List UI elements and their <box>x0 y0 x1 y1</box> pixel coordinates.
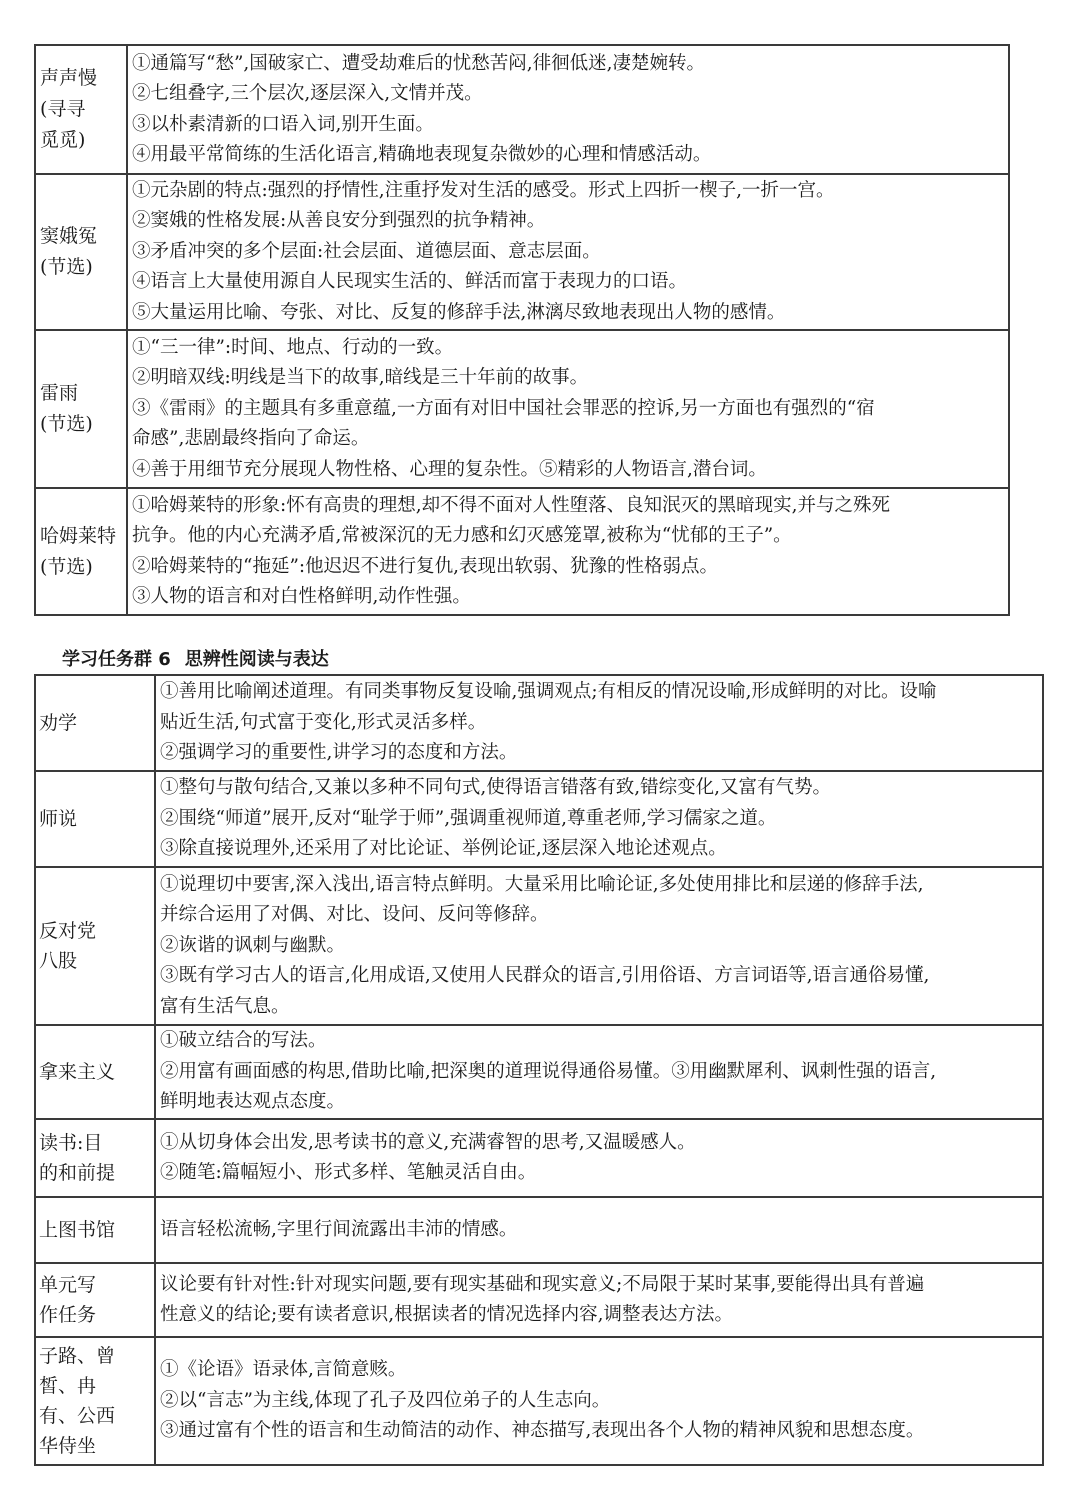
content-line: 鲜明地表达观点态度。 <box>160 1091 346 1113</box>
content-line: ②随笔:篇幅短小、形式多样、笔触灵活自由。 <box>160 1162 537 1183</box>
content-line: ①哈姆莱特的形象:怀有高贵的理想,却不得不面对人性堕落、良知泯灭的黑暗现实,并与之殊死 <box>132 494 890 516</box>
row-content <box>127 174 1009 330</box>
row-title: 窦娥冤 (节选) <box>35 174 127 330</box>
table-row <box>35 1337 1043 1465</box>
content-line: ②用富有画面感的构思,借助比喻,把深奥的道理说得通俗易懂。③用幽默犀利、讽刺性强的语言, <box>160 1060 937 1082</box>
content-line: ①整句与散句结合,又兼以多种不同句式,使得语言错落有致,错综变化,又富有气势。 <box>160 777 832 799</box>
row-content <box>155 771 1043 867</box>
content-line: 性意义的结论;要有读者意识,根据读者的情况选择内容,调整表达方法。 <box>160 1304 733 1325</box>
table-row <box>35 488 1009 615</box>
content-line: ②围绕“师道”展开,反对“耻学于师”,强调重视师道,尊重老师,学习儒家之道。 <box>160 807 777 829</box>
table-row <box>35 45 1009 174</box>
row-content <box>155 1263 1043 1337</box>
row-title: 拿来主义 <box>35 1025 155 1119</box>
table-row <box>35 1025 1043 1119</box>
row-content <box>155 1197 1043 1263</box>
table-row <box>35 1197 1043 1263</box>
content-line: ①善用比喻阐述道理。有同类事物反复设喻,强调观点;有相反的情况设喻,形成鲜明的对比。设喻 <box>160 681 937 703</box>
row-content <box>155 1337 1043 1465</box>
row-content <box>155 867 1043 1025</box>
table-row <box>35 1119 1043 1197</box>
content-line: 贴近生活,句式富于变化,形式灵活多样。 <box>160 711 487 733</box>
content-line: ③既有学习古人的语言,化用成语,又使用人民群众的语言,引用俗语、方言词语等,语言通俗易懂, <box>160 965 930 987</box>
content-line: ②七组叠字,三个层次,逐层深入,文情并茂。 <box>132 83 483 104</box>
content-line: ①说理切中要害,深入浅出,语言特点鲜明。大量采用比喻论证,多处使用排比和层递的修辞手法, <box>160 873 924 895</box>
table-row <box>35 867 1043 1025</box>
content-line: 议论要有针对性:针对现实问题,要有现实基础和现实意义;不局限于某时某事,要能得出具有普遍 <box>160 1273 925 1295</box>
content-line: ③除直接说理外,还采用了对比论证、举例论证,逐层深入地论述观点。 <box>160 838 727 860</box>
row-title: 声声慢 (寻寻 觅觅) <box>35 45 127 174</box>
row-title: 上图书馆 <box>35 1197 155 1263</box>
row-title: 单元写 作任务 <box>35 1263 155 1337</box>
content-line: ④用最平常简练的生活化语言,精确地表现复杂微妙的心理和情感活动。 <box>132 144 712 165</box>
content-line: ①《论语》语录体,言简意赅。 <box>160 1359 407 1381</box>
table-row <box>35 771 1043 867</box>
row-content <box>127 330 1009 488</box>
content-line: ③《雷雨》的主题具有多重意蕴,一方面有对旧中国社会罪恶的控诉,另一方面也有强烈的“宿 <box>132 397 875 419</box>
row-title: 雷雨 (节选) <box>35 330 127 488</box>
content-line: ②诙谐的讽刺与幽默。 <box>160 934 346 956</box>
content-line: 富有生活气息。 <box>160 995 290 1017</box>
content-line: ①元杂剧的特点:强烈的抒情性,注重抒发对生活的感受。形式上四折一楔子,一折一宫。 <box>132 179 835 201</box>
content-line: ③通过富有个性的语言和生动简洁的动作、神态描写,表现出各个人物的精神风貌和思想态度。 <box>160 1420 925 1442</box>
content-line: 命感”,悲剧最终指向了命运。 <box>132 428 370 450</box>
content-line: ②以“言志”为主线,体现了孔子及四位弟子的人生志向。 <box>160 1389 611 1411</box>
content-line: ①破立结合的写法。 <box>160 1030 327 1052</box>
row-title: 哈姆莱特 (节选) <box>35 488 127 615</box>
content-line: ②强调学习的重要性,讲学习的态度和方法。 <box>160 742 518 764</box>
content-line: ①通篇写“愁”,国破家亡、遭受劫难后的忧愁苦闷,徘徊低迷,凄楚婉转。 <box>132 52 706 74</box>
content-line: ①“三一律”:时间、地点、行动的一致。 <box>132 336 454 358</box>
row-title: 读书:目 的和前提 <box>35 1119 155 1197</box>
content-line: ③以朴素清新的口语入词,别开生面。 <box>132 113 434 135</box>
content-line: ①从切身体会出发,思考读书的意义,充满睿智的思考,又温暖感人。 <box>160 1131 696 1153</box>
top-table <box>34 44 1010 616</box>
content-line: ④善于用细节充分展现人物性格、心理的复杂性。⑤精彩的人物语言,潜台词。 <box>132 458 767 480</box>
bottom-table <box>34 674 1044 1466</box>
content-line: 抗争。他的内心充满矛盾,常被深沉的无力感和幻灭感笼罩,被称为“忧郁的王子”。 <box>132 525 792 546</box>
row-title: 子路、曾 皙、冉 有、公西 华侍坐 <box>35 1337 155 1465</box>
table-row <box>35 330 1009 488</box>
section-heading <box>62 645 329 671</box>
row-content <box>155 1025 1043 1119</box>
content-line: ⑤大量运用比喻、夸张、对比、反复的修辞手法,淋漓尽致地表现出人物的感情。 <box>132 301 786 323</box>
content-line: ②明暗双线:明线是当下的故事,暗线是三十年前的故事。 <box>132 367 589 389</box>
row-title: 师说 <box>35 771 155 867</box>
row-content <box>155 675 1043 771</box>
row-content <box>127 45 1009 174</box>
row-content <box>155 1119 1043 1197</box>
content-line: ②哈姆莱特的“拖延”:他迟迟不进行复仇,表现出软弱、犹豫的性格弱点。 <box>132 555 719 577</box>
content-line: 并综合运用了对偶、对比、设问、反问等修辞。 <box>160 904 549 926</box>
row-title: 反对党 八股 <box>35 867 155 1025</box>
content-line: ②窦娥的性格发展:从善良安分到强烈的抗争精神。 <box>132 210 546 232</box>
table-row <box>35 1263 1043 1337</box>
table-row <box>35 174 1009 330</box>
content-line: ③矛盾冲突的多个层面:社会层面、道德层面、意志层面。 <box>132 240 601 262</box>
content-line: ③人物的语言和对白性格鲜明,动作性强。 <box>132 586 471 607</box>
content-line: ④语言上大量使用源自人民现实生活的、鲜活而富于表现力的口语。 <box>132 271 688 293</box>
row-content <box>127 488 1009 615</box>
content-line: 语言轻松流畅,字里行间流露出丰沛的情感。 <box>160 1218 518 1240</box>
section-title: 思辨性阅读与表达 <box>184 649 329 670</box>
table-row <box>35 675 1043 771</box>
section-label: 学习任务群 6 <box>62 649 171 670</box>
row-title: 劝学 <box>35 675 155 771</box>
